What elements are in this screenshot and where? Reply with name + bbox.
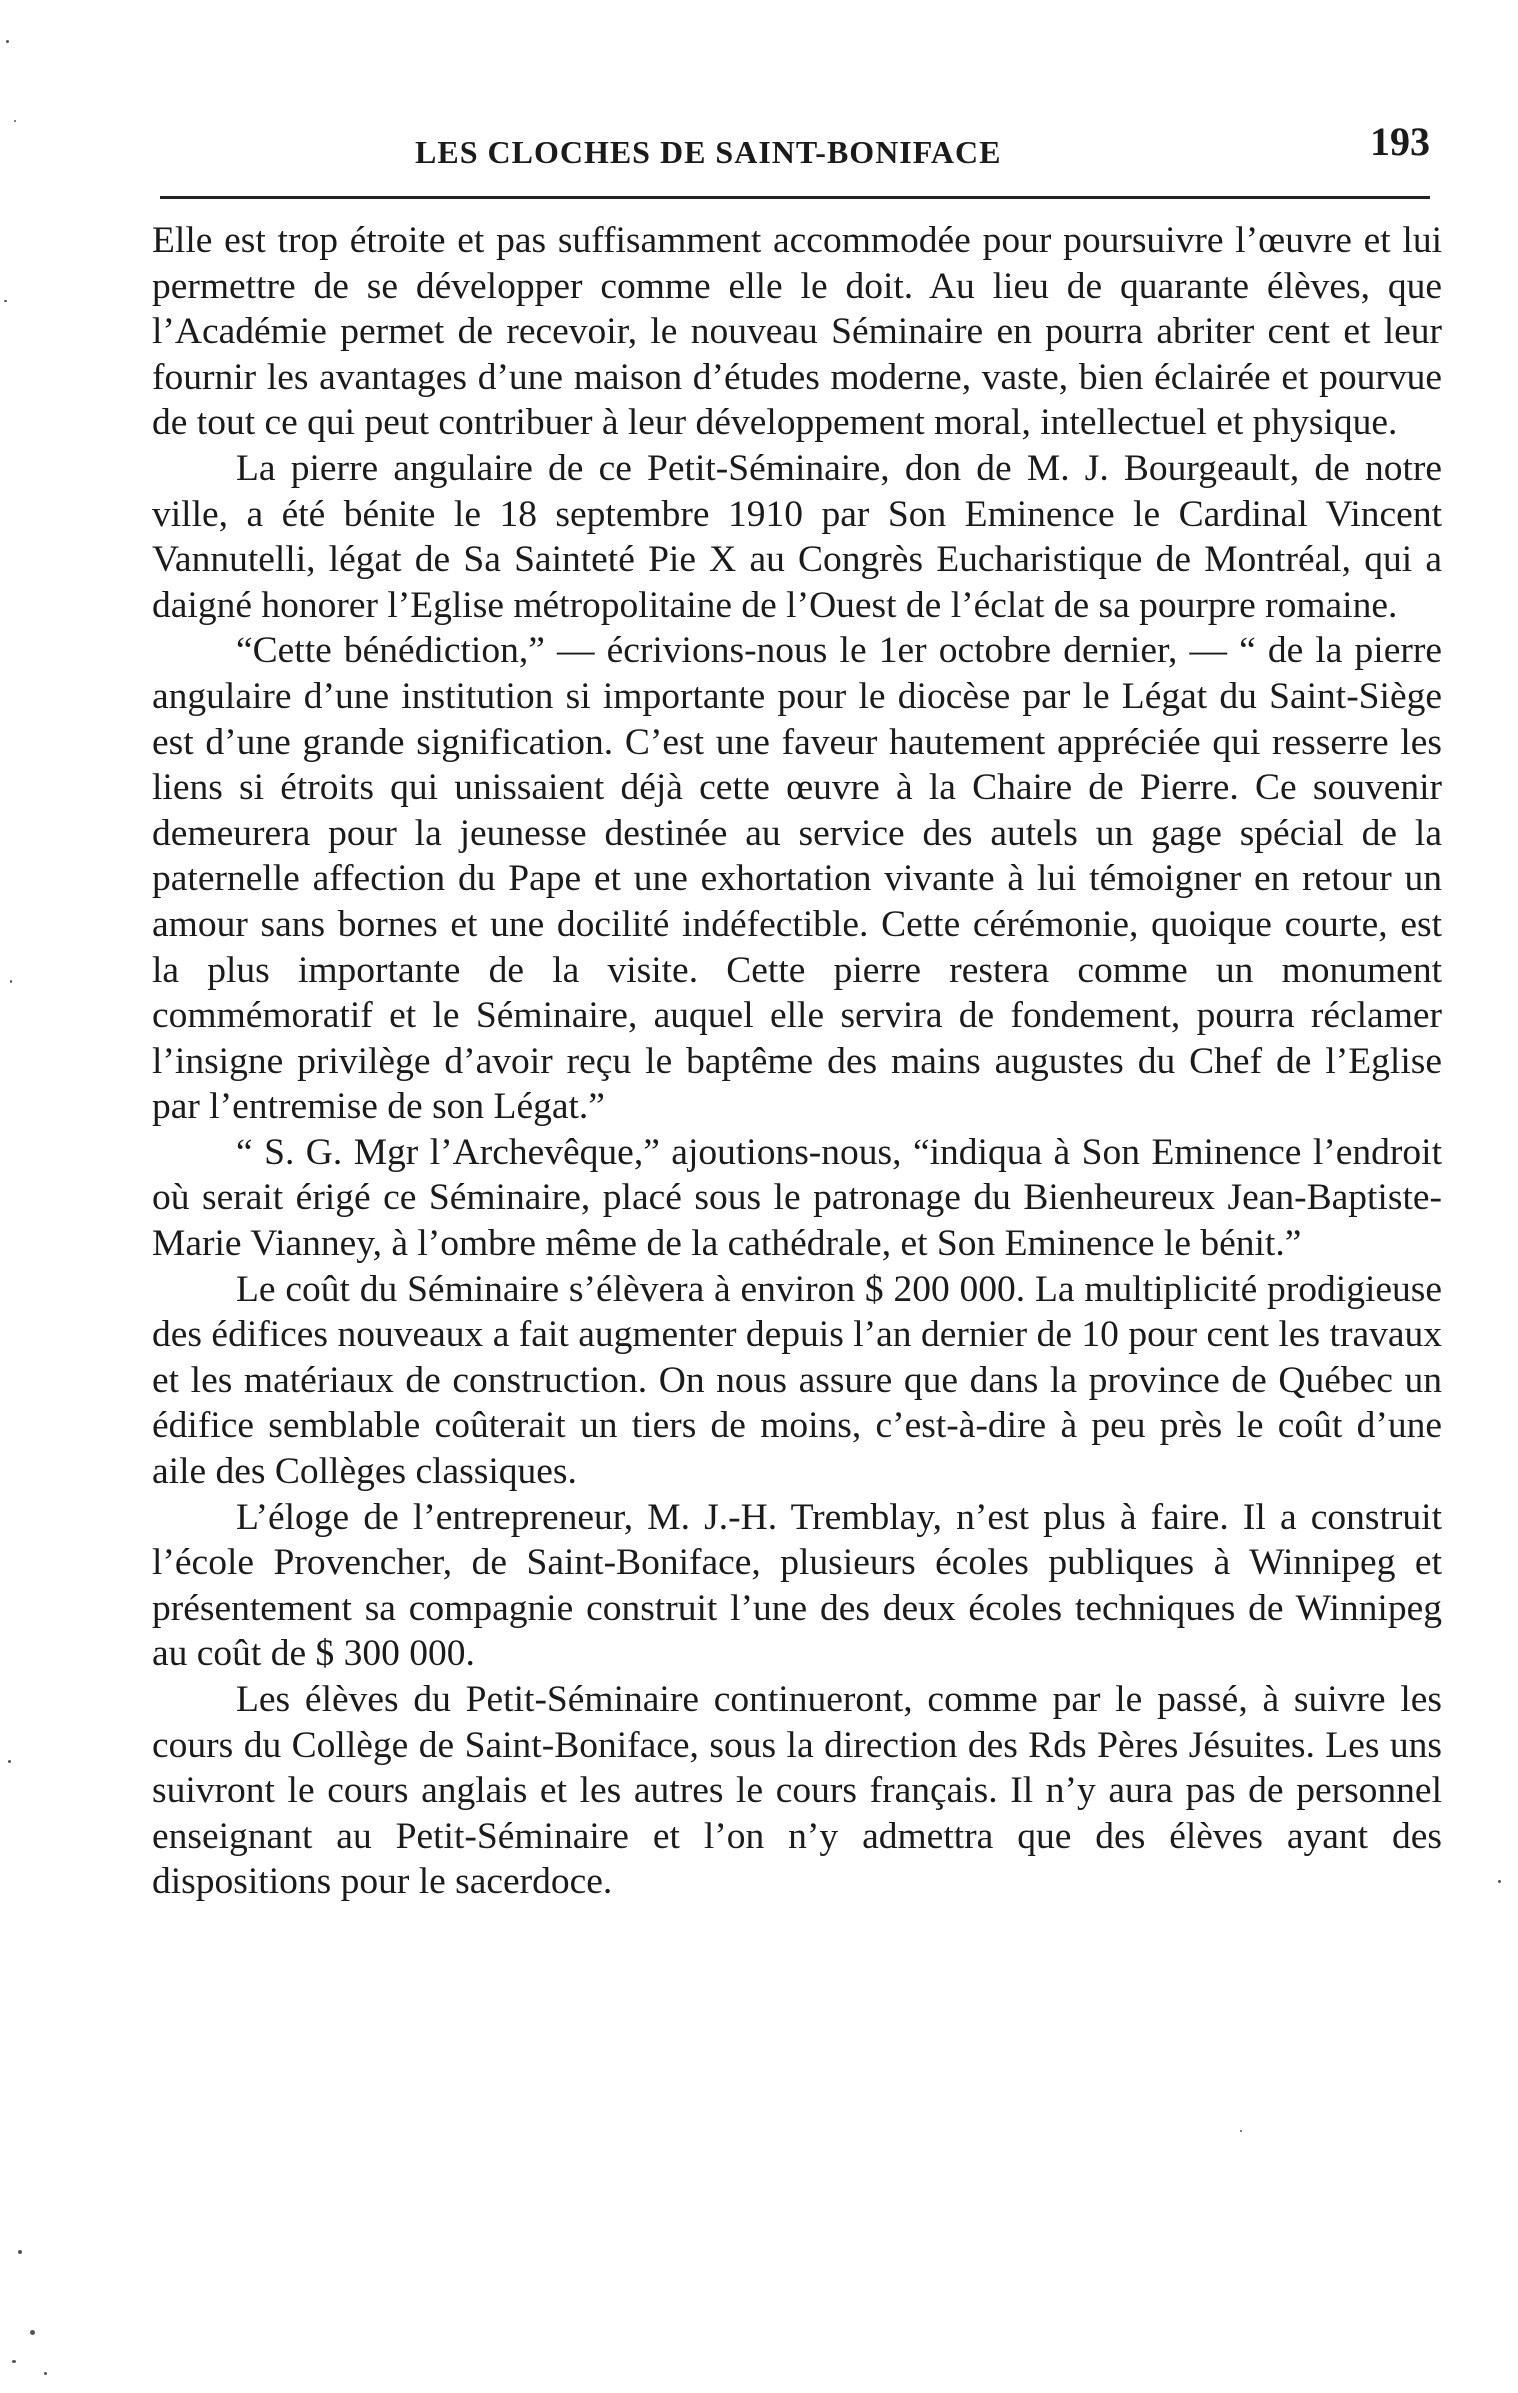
paragraph: Le coût du Séminaire s’élèvera à environ $ 200 000. La multiplicité prodigieuse des édifices nouveaux a fait augmenter depuis l’an dernier de 10 pour cent les travaux et les matériaux de construction. On nous assure que dans la province de Québec un édifice semblable coûterait un tiers de moins, c’est-à-dire à peu près le coût d’une aile des Collèges classiques. (152, 1268, 1442, 1493)
running-title: LES CLOCHES DE SAINT-BONIFACE (415, 134, 1002, 170)
paragraph: Les élèves du Petit-Séminaire continueront, comme par le passé, à suivre les cours du Collège de Saint-Boniface, sous la direction des Rds Pères Jésuites. Les uns suivront le cours anglais et les autres le cours français. Il n’y aura pas de personnel enseignant au Petit-Séminaire et l’on n’y admettra que des élèves ayant des dispositions pour le sacerdoce. (152, 1679, 1442, 1903)
body-text (152, 218, 1442, 1905)
paragraph: La pierre angulaire de ce Petit-Séminaire, don de M. J. Bourgeault, de notre ville, a été bénite le 18 septembre 1910 par Son Eminence le Cardinal Vincent Vannutelli, légat de Sa Sainteté Pie X au Congrès Eucharistique de Montréal, qui a daigné honorer l’Eglise métropolitaine de l’Ouest de l’éclat de sa pourpre romaine. (152, 447, 1442, 626)
paragraph: Elle est trop étroite et pas suffisamment accommodée pour poursuivre l’œuvre et lui permettre de se développer comme elle le doit. Au lieu de quarante élèves, que l’Académie permet de recevoir, le nouveau Séminaire en pourra abriter cent et leur fournir les avantages d’une maison d’études moderne, vaste, bien éclairée et pourvue de tout ce qui peut contribuer à leur développement moral, intellectuel et physique. (152, 220, 1442, 444)
page-number: 193 (1370, 119, 1430, 164)
paragraph: L’éloge de l’entrepreneur, M. J.-H. Tremblay, n’est plus à faire. Il a construit l’école Provencher, de Saint-Boniface, plusieurs écoles publiques à Winnipeg et présentement sa compagnie construit l’une des deux écoles techniques de Winnipeg au coût de $ 300 000. (152, 1496, 1442, 1675)
paragraph: “Cette bénédiction,” — écrivions-nous le 1er octobre dernier, — “ de la pierre angulaire d’une institution si importante pour le diocèse par le Légat du Saint-Siège est d’une grande signification. C’est une faveur hautement appréciée qui resserre les liens si étroits qui unissaient déjà cette œuvre à la Chaire de Pierre. Ce souvenir demeurera pour la jeunesse destinée au service des autels un gage spécial de la paternelle affection du Pape et une exhortation vivante à lui témoigner en retour un amour sans bornes et une docilité indéfectible. Cette cérémonie, quoique courte, est la plus importante de la visite. Cette pierre restera comme un monument commémoratif et le Séminaire, auquel elle servira de fondement, pourra réclamer l’insigne privilège d’avoir reçu le baptême des mains augustes du Chef de l’Eglise par l’entremise de son Légat.” (152, 630, 1442, 1128)
paragraph: “ S. G. Mgr l’Archevêque,” ajoutions-nous, “indiqua à Son Eminence l’endroit où serait érigé ce Séminaire, placé sous le patronage du Bienheureux Jean-Baptiste-Marie Vianney, à l’ombre même de la cathédrale, et Son Eminence le bénit.” (152, 1131, 1442, 1265)
running-head (160, 118, 1430, 178)
header-rule (160, 196, 1430, 199)
